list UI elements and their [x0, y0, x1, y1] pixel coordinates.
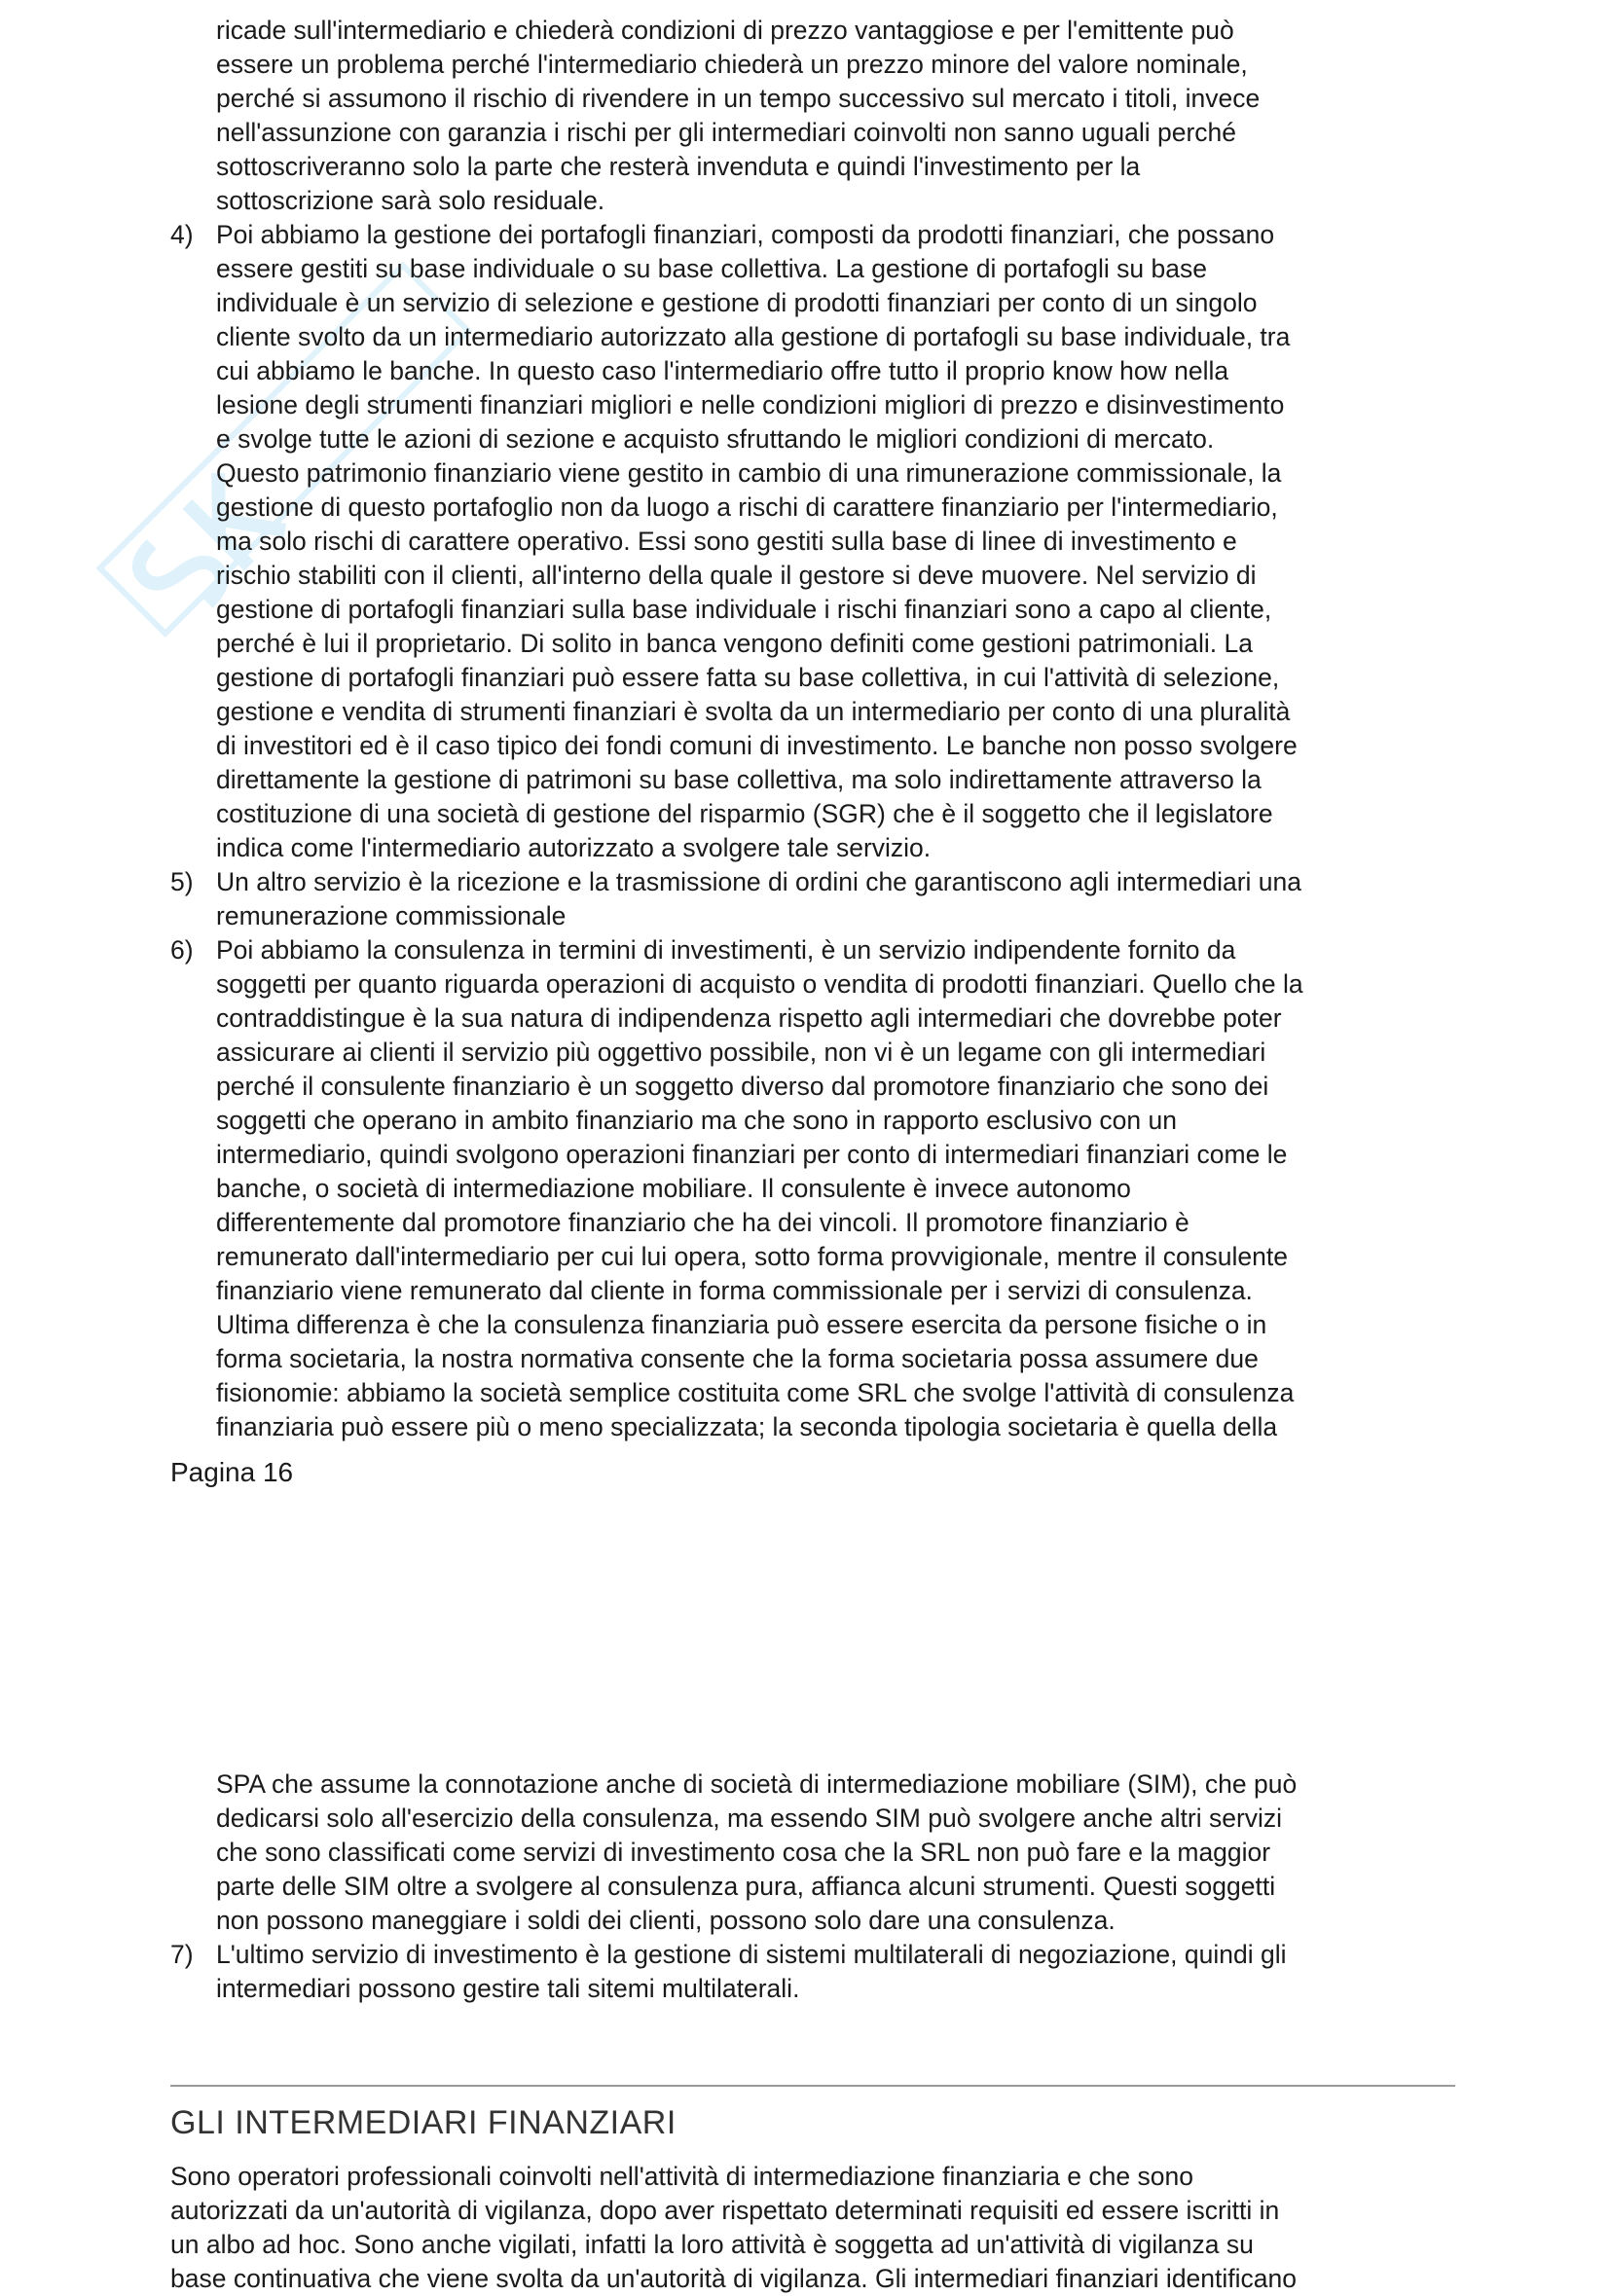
text-line: remunerazione commissionale [216, 901, 567, 930]
text-line: lesione degli strumenti finanziari migliori e nelle condizioni migliori di prezzo e disinvestimento [216, 390, 1285, 419]
text-line: assicurare ai clienti il servizio più oggettivo possibile, non vi è un legame con gli intermediari [216, 1038, 1266, 1067]
list-item-6 [170, 933, 1455, 1444]
text-line: gestione di questo portafoglio non da luogo a rischi di carattere finanziario per l'intermediario, [216, 492, 1278, 522]
text-line: di investitori ed è il caso tipico dei fondi comuni di investimento. Le banche non posso svolgere [216, 731, 1298, 760]
text-line: perché il consulente finanziario è un soggetto diverso dal promotore finanziario che sono dei [216, 1072, 1269, 1101]
section-paragraph [170, 2160, 1455, 2296]
text-line: banche, o società di intermediazione mobiliare. Il consulente è invece autonomo [216, 1174, 1131, 1203]
text-line: non possono maneggiare i soldi dei clienti, possono solo dare una consulenza. [216, 1906, 1116, 1935]
text-line: dedicarsi solo all'esercizio della consulenza, ma essendo SIM può svolgere anche altri servizi [216, 1804, 1283, 1833]
text-line: gestione di portafogli finanziari sulla base individuale i rischi finanziari sono a capo al cliente, [216, 595, 1272, 624]
page-number: Pagina 16 [170, 1457, 294, 1487]
list-number: 7) [170, 1940, 194, 1969]
text-line: fisionomie: abbiamo la società semplice costituita come SRL che svolge l'attività di consulenza [216, 1378, 1295, 1407]
list-item-5 [170, 865, 1455, 933]
text-line: che sono classificati come servizi di investimento cosa che la SRL non può fare e la maggior [216, 1838, 1271, 1867]
list-number: 4) [170, 220, 194, 249]
text-line: Un altro servizio è la ricezione e la trasmissione di ordini che garantiscono agli intermediari una [216, 867, 1302, 896]
text-line: sottoscriveranno solo la parte che resterà invenduta e quindi l'investimento per la [216, 152, 1141, 181]
list-number: 6) [170, 935, 194, 965]
text-line: individuale è un servizio di selezione e gestione di prodotti finanziari per conto di un singolo [216, 288, 1258, 317]
top-text-block [170, 14, 1455, 1444]
section-heading: GLI INTERMEDIARI FINANZIARI [170, 2104, 677, 2141]
text-line: soggetti che operano in ambito finanziario ma che sono in rapporto esclusivo con un [216, 1106, 1177, 1135]
bottom-text-block [170, 1768, 1455, 2006]
text-line: gestione di portafogli finanziari può essere fatta su base collettiva, in cui l'attività di selezione, [216, 663, 1280, 692]
text-line: perché è lui il proprietario. Di solito in banca vengono definiti come gestioni patrimoniali. La [216, 629, 1254, 658]
text-line: Poi abbiamo la consulenza in termini di investimenti, è un servizio indipendente fornito da [216, 935, 1236, 965]
text-line: rischio stabiliti con il clienti, all'interno della quale il gestore si deve muovere. Nel servizio di [216, 561, 1257, 590]
text-line: autorizzati da un'autorità di vigilanza, dopo aver rispettato determinati requisiti ed essere iscritti in [170, 2196, 1280, 2225]
text-line: intermediari possono gestire tali sitemi multilaterali. [216, 1974, 800, 2003]
text-line: parte delle SIM oltre a svolgere al consulenza pura, affianca alcuni strumenti. Questi soggetti [216, 1872, 1276, 1901]
text-line: gestione e vendita di strumenti finanziari è svolta da un intermediario per conto di una pluralità [216, 697, 1291, 726]
list-item-4 [170, 218, 1455, 865]
text-line: un albo ad hoc. Sono anche vigilati, infatti la loro attività è soggetta ad un'attività di vigilanza su [170, 2230, 1254, 2259]
text-line: forma societaria, la nostra normativa consente che la forma societaria possa assumere due [216, 1344, 1259, 1373]
text-line: contraddistingue è la sua natura di indipendenza rispetto agli intermediari che dovrebbe poter [216, 1003, 1282, 1033]
text-line: Questo patrimonio finanziario viene gestito in cambio di una rimunerazione commissionale, la [216, 458, 1282, 488]
text-line: nell'assunzione con garanzia i rischi per gli intermediari coinvolti non sanno uguali perché [216, 118, 1236, 147]
text-line: cui abbiamo le banche. In questo caso l'intermediario offre tutto il proprio know how nella [216, 356, 1229, 385]
text-line: sottoscrizione sarà solo residuale. [216, 186, 605, 215]
text-line: costituzione di una società di gestione del risparmio (SGR) che è il soggetto che il legislatore [216, 799, 1273, 828]
text-line: Sono operatori professionali coinvolti nell'attività di intermediazione finanziaria e che sono [170, 2162, 1193, 2191]
text-line: soggetti per quanto riguarda operazioni di acquisto o vendita di prodotti finanziari. Quello che la [216, 969, 1303, 999]
list-item-7 [170, 1938, 1455, 2006]
text-line: indica come l'intermediario autorizzato a svolgere tale servizio. [216, 833, 932, 862]
text-line: essere un problema perché l'intermediario chiederà un prezzo minore del valore nominale, [216, 50, 1248, 79]
text-line: finanziario viene remunerato dal cliente in forma commissionale per i servizi di consulenza. [216, 1276, 1253, 1305]
text-line: e svolge tutte le azioni di sezione e acquisto sfruttando le migliori condizioni di mercato. [216, 424, 1215, 454]
text-line: cliente svolto da un intermediario autorizzato alla gestione di portafogli su base individuale, tra [216, 322, 1291, 351]
section-divider [170, 2085, 1455, 2087]
text-line: ricade sull'intermediario e chiederà condizioni di prezzo vantaggiose e per l'emittente può [216, 16, 1234, 45]
text-line: direttamente la gestione di patrimoni su base collettiva, ma solo indirettamente attraverso la [216, 765, 1262, 794]
text-line: Poi abbiamo la gestione dei portafogli finanziari, composti da prodotti finanziari, che possano [216, 220, 1275, 249]
text-line: perché si assumono il rischio di rivendere in un tempo successivo sul mercato i titoli, invece [216, 84, 1261, 113]
text-line: finanziaria può essere più o meno specializzata; la seconda tipologia societaria è quella della [216, 1412, 1278, 1441]
text-line: differentemente dal promotore finanziario che ha dei vincoli. Il promotore finanziario è [216, 1208, 1189, 1237]
continuation-paragraph [170, 1768, 1455, 1938]
text-line: L'ultimo servizio di investimento è la gestione di sistemi multilaterali di negoziazione, quindi gli [216, 1940, 1287, 1969]
text-line: Ultima differenza è che la consulenza finanziaria può essere esercita da persone fisiche o in [216, 1310, 1267, 1339]
text-line: essere gestiti su base individuale o su base collettiva. La gestione di portafogli su base [216, 254, 1207, 283]
list-number: 5) [170, 867, 194, 896]
text-line: intermediario, quindi svolgono operazioni finanziari per conto di intermediari finanziari come le [216, 1140, 1288, 1169]
text-line: ma solo rischi di carattere operativo. Essi sono gestiti sulla base di linee di investimento e [216, 527, 1237, 556]
text-line: remunerato dall'intermediario per cui lui opera, sotto forma provvigionale, mentre il consulente [216, 1242, 1288, 1271]
continuation-paragraph [170, 14, 1455, 218]
text-line: SPA che assume la connotazione anche di società di intermediazione mobiliare (SIM), che può [216, 1769, 1298, 1799]
text-line: base continuativa che viene svolta da un'autorità di vigilanza. Gli intermediari finanziari identificano [170, 2264, 1297, 2293]
